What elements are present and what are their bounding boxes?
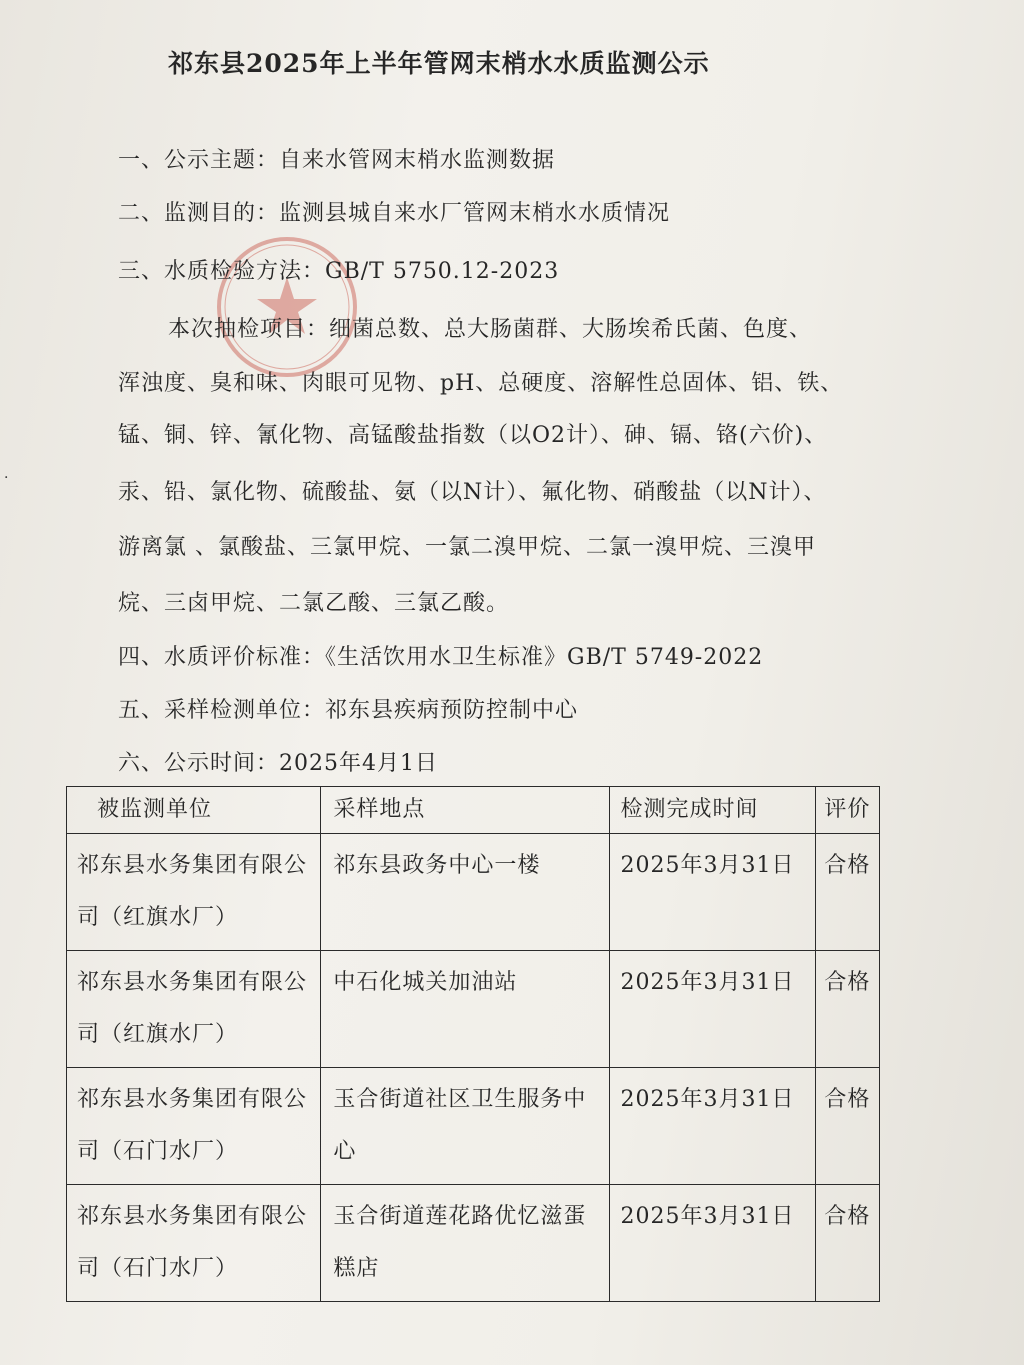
- table-row: [67, 951, 880, 1068]
- table-row: [67, 1068, 880, 1185]
- section-unit: 五、采样检测单位：祁东县疾病预防控制中心: [118, 698, 579, 723]
- cell-unit: 祁东县水务集团有限公司（石门水厂）: [67, 1185, 321, 1302]
- cell-site: 祁东县政务中心一楼: [321, 834, 610, 951]
- items-line: 本次抽检项目：细菌总数、总大肠菌群、大肠埃希氏菌、色度、: [168, 317, 813, 342]
- items-line: 烷、三卤甲烷、二氯乙酸、三氯乙酸。: [118, 591, 510, 616]
- section-purpose: 二、监测目的：监测县城自来水厂管网末梢水水质情况: [118, 201, 671, 226]
- cell-site: 玉合街道莲花路优忆滋蛋糕店: [321, 1185, 610, 1302]
- items-line: 浑浊度、臭和味、肉眼可见物、pH、总硬度、溶解性总固体、铝、铁、: [118, 371, 844, 396]
- edge-mark: ·: [4, 470, 9, 486]
- cell-eval: 合格: [816, 834, 880, 951]
- header-eval: 评价: [816, 787, 880, 834]
- cell-date: 2025年3月31日: [610, 1068, 816, 1185]
- table-row: [67, 834, 880, 951]
- cell-date: 2025年3月31日: [610, 1185, 816, 1302]
- section-time: 六、公示时间：2025年4月1日: [118, 751, 438, 776]
- items-line: 游离氯 、氯酸盐、三氯甲烷、一氯二溴甲烷、二氯一溴甲烷、三溴甲: [118, 535, 816, 560]
- cell-site: 中石化城关加油站: [321, 951, 610, 1068]
- items-line: 汞、铅、氯化物、硫酸盐、氨（以N计）、氟化物、硝酸盐（以N计）、: [118, 480, 827, 505]
- cell-site: 玉合街道社区卫生服务中心: [321, 1068, 610, 1185]
- page-title: 祁东县2025年上半年管网末梢水水质监测公示: [168, 49, 710, 78]
- table-row: [67, 1185, 880, 1302]
- cell-unit: 祁东县水务集团有限公司（红旗水厂）: [67, 951, 321, 1068]
- results-table: [66, 786, 880, 1302]
- cell-eval: 合格: [816, 1068, 880, 1185]
- cell-eval: 合格: [816, 1185, 880, 1302]
- header-date: 检测完成时间: [610, 787, 816, 834]
- cell-date: 2025年3月31日: [610, 834, 816, 951]
- cell-unit: 祁东县水务集团有限公司（红旗水厂）: [67, 834, 321, 951]
- section-standard: 四、水质评价标准：《生活饮用水卫生标准》GB/T 5749-2022: [118, 645, 764, 670]
- table-header-row: [67, 787, 880, 834]
- cell-unit: 祁东县水务集团有限公司（石门水厂）: [67, 1068, 321, 1185]
- items-line: 锰、铜、锌、氰化物、高锰酸盐指数（以O2计）、砷、镉、铬(六价)、: [118, 423, 828, 448]
- cell-eval: 合格: [816, 951, 880, 1068]
- section-theme: 一、公示主题：自来水管网末梢水监测数据: [118, 148, 556, 173]
- header-unit: 被监测单位: [67, 787, 321, 834]
- section-method: 三、水质检验方法：GB/T 5750.12-2023: [118, 259, 560, 284]
- header-site: 采样地点: [321, 787, 610, 834]
- cell-date: 2025年3月31日: [610, 951, 816, 1068]
